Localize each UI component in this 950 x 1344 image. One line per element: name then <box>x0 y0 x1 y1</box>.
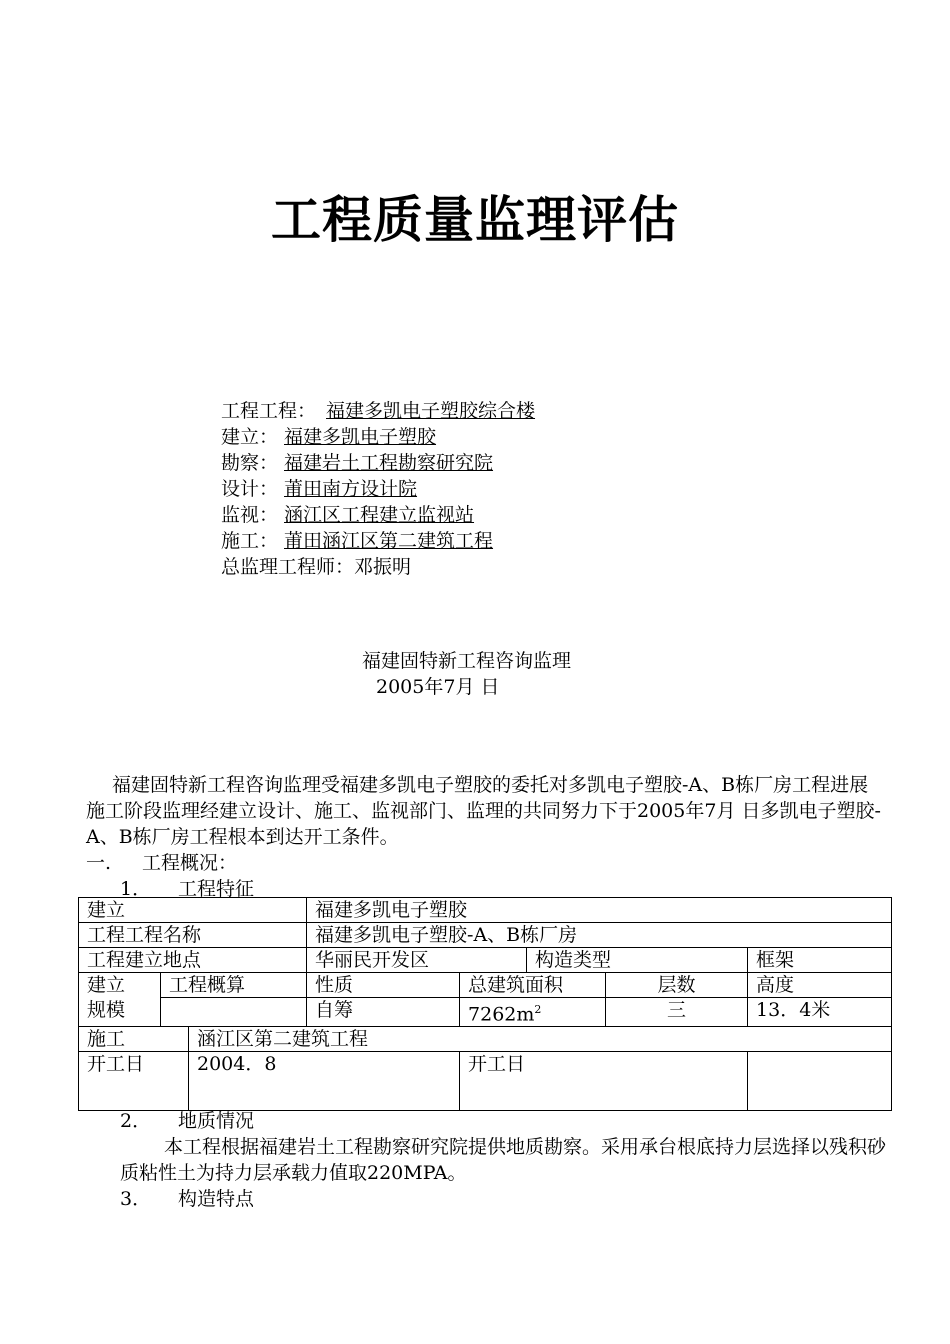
subsection-2-number: 2． <box>120 1110 152 1132</box>
table-cell: 华丽民开发区 <box>307 948 527 973</box>
builder-row <box>221 424 590 450</box>
table-cell: 性质 <box>307 973 460 998</box>
project-row <box>221 398 590 424</box>
subsection-3-title: 构造特点 <box>178 1188 255 1210</box>
table-cell: 工程建立地点 <box>79 948 307 973</box>
table-row <box>79 1052 892 1111</box>
table-cell: 福建多凯电子塑胶-A、B栋厂房 <box>307 923 892 948</box>
table-cell: 福建多凯电子塑胶 <box>307 898 892 923</box>
table-cell <box>748 1052 892 1111</box>
table-row <box>79 973 892 998</box>
subsection-2-heading <box>86 1108 886 1134</box>
table-cell <box>460 998 606 1027</box>
table-cell: 框架 <box>748 948 892 973</box>
design-label: 设计： <box>221 478 279 500</box>
table-cell: 高度 <box>748 973 892 998</box>
table-cell: 三 <box>606 998 748 1027</box>
subsection-3-heading <box>86 1186 886 1212</box>
section-1-heading <box>86 850 886 876</box>
scale-label-top: 建立 <box>87 974 126 996</box>
intro-paragraph: 福建固特新工程咨询监理受福建多凯电子塑胶的委托对多凯电子塑胶-A、B栋厂房工程进展施工阶段监理经建立设计、施工、监视部门、监理的共同努力下于2005年7月 日多凯电子塑胶-A、B栋厂房工程根本到达开工条件。 <box>86 774 881 848</box>
table-row <box>79 898 892 923</box>
subsection-1-number: 1． <box>120 878 152 900</box>
table-row <box>79 1027 892 1052</box>
chief-row <box>221 554 590 580</box>
builder-value: 福建多凯电子塑胶 <box>284 426 437 448</box>
table-cell: 自筹 <box>307 998 460 1027</box>
table-cell: 工程概算 <box>161 973 307 998</box>
table-cell <box>79 973 161 1027</box>
survey-row <box>221 450 590 476</box>
area-value: 7262m <box>468 1003 535 1026</box>
section-1-number: 一. <box>86 852 112 874</box>
builder-label: 建立： <box>221 426 279 448</box>
table-row <box>79 998 892 1027</box>
geology-paragraph: 本工程根据福建岩土工程勘察研究院提供地质勘察。采用承台根底持力层选择以残积砂质粘性土为持力层承载力值取220MPA。 <box>120 1136 887 1184</box>
table-cell: 涵江区第二建筑工程 <box>189 1027 892 1052</box>
project-spec-table <box>78 897 892 1111</box>
construct-row <box>221 528 590 554</box>
table-cell: 开工日 <box>79 1052 189 1111</box>
subsection-2-title: 地质情况 <box>178 1110 255 1132</box>
table-row <box>79 923 892 948</box>
geology-section <box>86 1108 886 1212</box>
table-cell <box>161 998 307 1027</box>
area-unit-superscript: 2 <box>534 1003 542 1016</box>
project-value: 福建多凯电子塑胶综合楼 <box>326 400 536 422</box>
subsection-1-title: 工程特征 <box>178 878 255 900</box>
chief-label: 总监理工程师： <box>221 556 355 578</box>
construct-label: 施工： <box>221 530 279 552</box>
section-1-title: 工程概况： <box>142 852 238 874</box>
table-cell: 构造类型 <box>527 948 748 973</box>
survey-value: 福建岩土工程勘察研究院 <box>284 452 494 474</box>
document-title: 工程质量监理评估 <box>271 191 679 249</box>
project-label: 工程工程： <box>221 400 317 422</box>
table-row <box>79 948 892 973</box>
organization-name: 福建固特新工程咨询监理 <box>362 650 572 672</box>
design-row <box>221 476 590 502</box>
table-cell: 开工日 <box>460 1052 748 1111</box>
organization-block <box>362 648 571 700</box>
subsection-3-number: 3． <box>120 1188 152 1210</box>
project-info-block <box>221 398 590 580</box>
construct-value: 莆田涵江区第二建筑工程 <box>284 530 494 552</box>
table-cell: 层数 <box>606 973 748 998</box>
table-cell: 建立 <box>79 898 307 923</box>
monitor-label: 监视： <box>221 504 279 526</box>
intro-section <box>86 772 886 902</box>
monitor-row <box>221 502 590 528</box>
monitor-value: 涵江区工程建立监视站 <box>284 504 475 526</box>
survey-label: 勘察： <box>221 452 279 474</box>
table-cell: 施工 <box>79 1027 189 1052</box>
chief-value: 邓振明 <box>354 556 412 578</box>
table-cell: 2004．8 <box>189 1052 460 1111</box>
table-cell: 总建筑面积 <box>460 973 606 998</box>
table-cell: 13．4米 <box>748 998 892 1027</box>
table-cell: 工程工程名称 <box>79 923 307 948</box>
design-value: 莆田南方设计院 <box>284 478 418 500</box>
organization-date: 2005年7月 日 <box>376 676 500 698</box>
scale-label-bottom: 规模 <box>87 999 126 1021</box>
